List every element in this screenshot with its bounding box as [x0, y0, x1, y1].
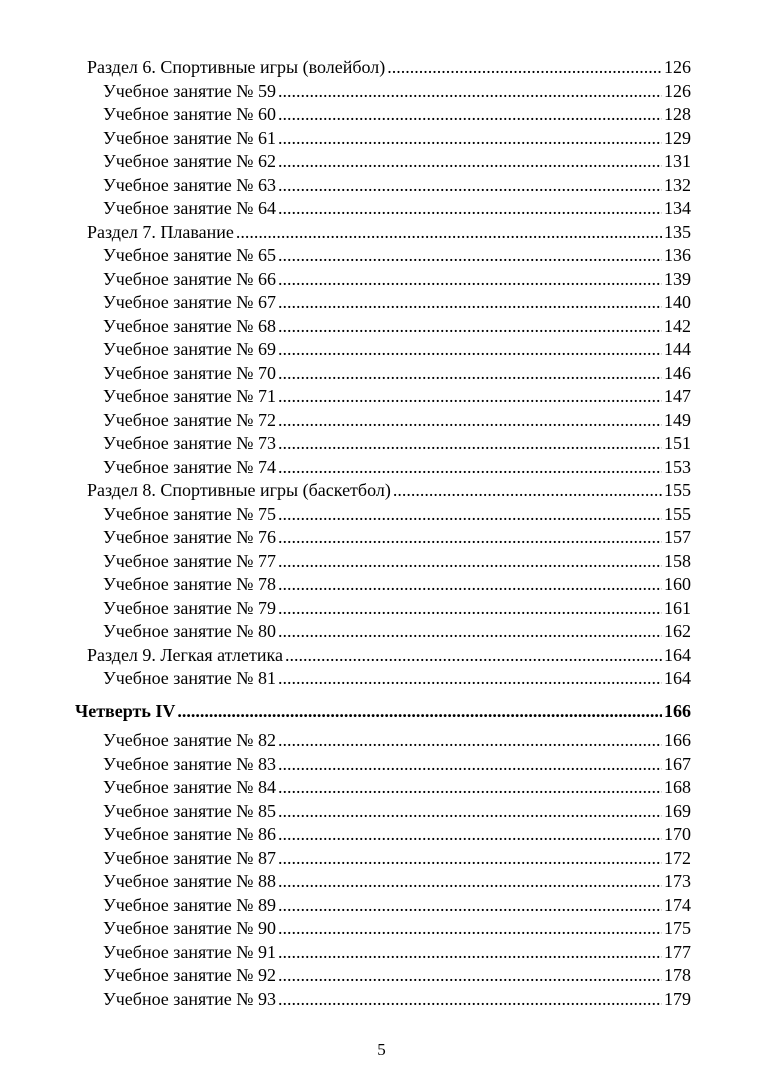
toc-lesson-row[interactable]	[75, 456, 691, 480]
dot-leader	[278, 362, 662, 386]
toc-entry-page-number: 175	[664, 918, 691, 938]
toc-lesson-row[interactable]	[75, 409, 691, 433]
toc-entry-label: Учебное занятие № 72	[103, 409, 276, 430]
toc-lesson-row[interactable]	[75, 988, 691, 1012]
toc-entry-page-number: 131	[664, 151, 691, 171]
toc-lesson-row[interactable]	[75, 894, 691, 918]
dot-leader	[278, 174, 662, 198]
dot-leader	[278, 432, 662, 456]
toc-lesson-row[interactable]	[75, 776, 691, 800]
toc-entry-page-number: 160	[664, 574, 691, 594]
toc-entry-page-number: 144	[664, 339, 691, 359]
toc-section-row[interactable]	[75, 221, 691, 245]
dot-leader	[278, 776, 662, 800]
dot-leader	[278, 150, 662, 174]
toc-entry-page-number: 172	[664, 847, 691, 868]
toc-entry-page-number: 140	[664, 292, 691, 312]
dot-leader	[278, 870, 662, 894]
toc-lesson-row[interactable]	[75, 753, 691, 777]
toc-entry-label: Раздел 9. Легкая атлетика	[87, 644, 283, 665]
dot-leader	[278, 338, 662, 362]
dot-leader	[278, 197, 662, 221]
toc-entry-page-number: 161	[664, 597, 691, 618]
table-of-contents	[75, 56, 691, 1011]
toc-entry-label: Учебное занятие № 85	[103, 800, 276, 821]
dot-leader	[278, 729, 662, 753]
toc-entry-page-number: 126	[664, 57, 691, 77]
toc-lesson-row[interactable]	[75, 338, 691, 362]
toc-entry-page-number: 136	[664, 245, 691, 265]
toc-lesson-row[interactable]	[75, 573, 691, 597]
toc-entry-page-number: 128	[664, 104, 691, 124]
toc-entry-page-number: 168	[664, 777, 691, 797]
toc-lesson-row[interactable]	[75, 597, 691, 621]
dot-leader	[278, 823, 662, 847]
toc-entry-page-number: 142	[664, 315, 691, 336]
toc-lesson-row[interactable]	[75, 870, 691, 894]
toc-lesson-row[interactable]	[75, 432, 691, 456]
toc-entry-page-number: 174	[664, 894, 691, 915]
toc-entry-label: Учебное занятие № 67	[103, 292, 276, 312]
toc-entry-page-number: 132	[664, 174, 691, 195]
toc-entry-page-number: 170	[664, 824, 691, 844]
toc-entry-label: Учебное занятие № 74	[103, 456, 276, 477]
dot-leader	[278, 550, 662, 574]
dot-leader	[236, 221, 662, 245]
toc-entry-label: Учебное занятие № 63	[103, 174, 276, 195]
toc-lesson-row[interactable]	[75, 103, 691, 127]
toc-lesson-row[interactable]	[75, 291, 691, 315]
dot-leader	[278, 315, 662, 339]
dot-leader	[278, 941, 662, 965]
dot-leader	[278, 268, 662, 292]
toc-entry-page-number: 129	[664, 127, 691, 148]
toc-lesson-row[interactable]	[75, 550, 691, 574]
toc-entry-label: Учебное занятие № 60	[103, 104, 276, 124]
toc-entry-page-number: 164	[664, 644, 691, 665]
dot-leader	[278, 988, 662, 1012]
toc-entry-label: Учебное занятие № 81	[103, 668, 276, 688]
toc-lesson-row[interactable]	[75, 244, 691, 268]
toc-entry-label: Учебное занятие № 61	[103, 127, 276, 148]
toc-lesson-row[interactable]	[75, 315, 691, 339]
toc-entry-page-number: 147	[664, 386, 691, 406]
toc-entry-label: Учебное занятие № 70	[103, 362, 276, 383]
toc-entry-label: Раздел 7. Плавание	[87, 221, 234, 242]
toc-entry-label: Учебное занятие № 86	[103, 824, 276, 844]
toc-entry-label: Учебное занятие № 64	[103, 198, 276, 218]
toc-entry-label: Учебное занятие № 68	[103, 315, 276, 336]
dot-leader	[278, 894, 662, 918]
toc-entry-page-number: 166	[664, 700, 691, 721]
toc-entry-page-number: 146	[664, 362, 691, 383]
toc-lesson-row[interactable]	[75, 150, 691, 174]
dot-leader	[393, 479, 662, 503]
toc-lesson-row[interactable]	[75, 823, 691, 847]
toc-lesson-row[interactable]	[75, 917, 691, 941]
toc-entry-label: Учебное занятие № 92	[103, 965, 276, 985]
toc-entry-page-number: 155	[664, 503, 691, 524]
toc-entry-label: Учебное занятие № 71	[103, 386, 276, 406]
toc-entry-label: Учебное занятие № 62	[103, 151, 276, 171]
toc-lesson-row[interactable]	[75, 729, 691, 753]
toc-entry-page-number: 149	[664, 409, 691, 430]
dot-leader	[278, 409, 662, 433]
toc-lesson-row[interactable]	[75, 800, 691, 824]
toc-entry-page-number: 177	[664, 941, 691, 962]
dot-leader	[278, 80, 662, 104]
toc-lesson-row[interactable]	[75, 197, 691, 221]
toc-entry-label: Раздел 6. Спортивные игры (волейбол)	[87, 57, 386, 77]
dot-leader	[278, 917, 662, 941]
toc-lesson-row[interactable]	[75, 174, 691, 198]
dot-leader	[278, 847, 662, 871]
toc-entry-label: Учебное занятие № 65	[103, 245, 276, 265]
toc-entry-label: Учебное занятие № 88	[103, 871, 276, 891]
toc-entry-label: Учебное занятие № 87	[103, 847, 276, 868]
toc-section-row[interactable]	[75, 479, 691, 503]
toc-entry-label: Учебное занятие № 78	[103, 574, 276, 594]
toc-entry-page-number: 179	[664, 988, 691, 1009]
toc-section-row[interactable]	[75, 56, 691, 80]
dot-leader	[278, 800, 662, 824]
toc-entry-label: Учебное занятие № 79	[103, 597, 276, 618]
toc-entry-label: Учебное занятие № 66	[103, 268, 276, 289]
dot-leader	[285, 644, 662, 668]
toc-lesson-row[interactable]	[75, 667, 691, 691]
toc-entry-page-number: 164	[664, 668, 691, 688]
toc-entry-label: Учебное занятие № 89	[103, 894, 276, 915]
dot-leader	[177, 700, 662, 724]
toc-lesson-row[interactable]	[75, 362, 691, 386]
dot-leader	[278, 244, 662, 268]
dot-leader	[278, 620, 662, 644]
toc-entry-label: Учебное занятие № 84	[103, 777, 276, 797]
toc-entry-label: Учебное занятие № 59	[103, 80, 276, 101]
toc-entry-page-number: 135	[664, 221, 691, 242]
toc-entry-page-number: 134	[664, 198, 691, 218]
dot-leader	[278, 667, 662, 691]
toc-entry-label: Учебное занятие № 91	[103, 941, 276, 962]
toc-entry-label: Учебное занятие № 76	[103, 527, 276, 547]
dot-leader	[278, 291, 662, 315]
toc-entry-page-number: 162	[664, 621, 691, 641]
toc-entry-page-number: 173	[664, 871, 691, 891]
toc-lesson-row[interactable]	[75, 526, 691, 550]
toc-lesson-row[interactable]	[75, 964, 691, 988]
dot-leader	[278, 127, 662, 151]
toc-entry-label: Учебное занятие № 82	[103, 730, 276, 750]
toc-entry-page-number: 167	[664, 753, 691, 774]
dot-leader	[278, 503, 662, 527]
toc-quarter-row[interactable]	[75, 700, 691, 724]
toc-entry-page-number: 126	[664, 80, 691, 101]
toc-entry-page-number: 157	[664, 527, 691, 547]
toc-lesson-row[interactable]	[75, 941, 691, 965]
page-number: 5	[377, 1040, 386, 1059]
toc-lesson-row[interactable]	[75, 268, 691, 292]
toc-lesson-row[interactable]	[75, 620, 691, 644]
toc-lesson-row[interactable]	[75, 503, 691, 527]
toc-entry-page-number: 178	[664, 965, 691, 985]
dot-leader	[278, 573, 662, 597]
toc-entry-page-number: 153	[664, 456, 691, 477]
dot-leader	[278, 753, 662, 777]
dot-leader	[278, 103, 662, 127]
toc-entry-label: Учебное занятие № 80	[103, 621, 276, 641]
dot-leader	[387, 56, 662, 80]
toc-entry-page-number: 166	[664, 730, 691, 750]
toc-entry-page-number: 151	[664, 433, 691, 453]
toc-entry-label: Учебное занятие № 93	[103, 988, 276, 1009]
dot-leader	[278, 385, 662, 409]
dot-leader	[278, 526, 662, 550]
dot-leader	[278, 597, 662, 621]
toc-entry-page-number: 155	[664, 480, 691, 500]
toc-lesson-row[interactable]	[75, 127, 691, 151]
toc-entry-label: Четверть IV	[75, 700, 176, 721]
toc-entry-label: Раздел 8. Спортивные игры (баскетбол)	[87, 480, 391, 500]
toc-section-row[interactable]	[75, 644, 691, 668]
dot-leader	[278, 964, 662, 988]
toc-entry-page-number: 169	[664, 800, 691, 821]
toc-lesson-row[interactable]	[75, 80, 691, 104]
toc-entry-label: Учебное занятие № 83	[103, 753, 276, 774]
toc-entry-label: Учебное занятие № 90	[103, 918, 276, 938]
dot-leader	[278, 456, 662, 480]
toc-entry-label: Учебное занятие № 73	[103, 433, 276, 453]
toc-entry-label: Учебное занятие № 69	[103, 339, 276, 359]
toc-lesson-row[interactable]	[75, 847, 691, 871]
toc-entry-page-number: 158	[664, 550, 691, 571]
toc-entry-label: Учебное занятие № 77	[103, 550, 276, 571]
toc-entry-page-number: 139	[664, 268, 691, 289]
toc-entry-label: Учебное занятие № 75	[103, 503, 276, 524]
toc-lesson-row[interactable]	[75, 385, 691, 409]
